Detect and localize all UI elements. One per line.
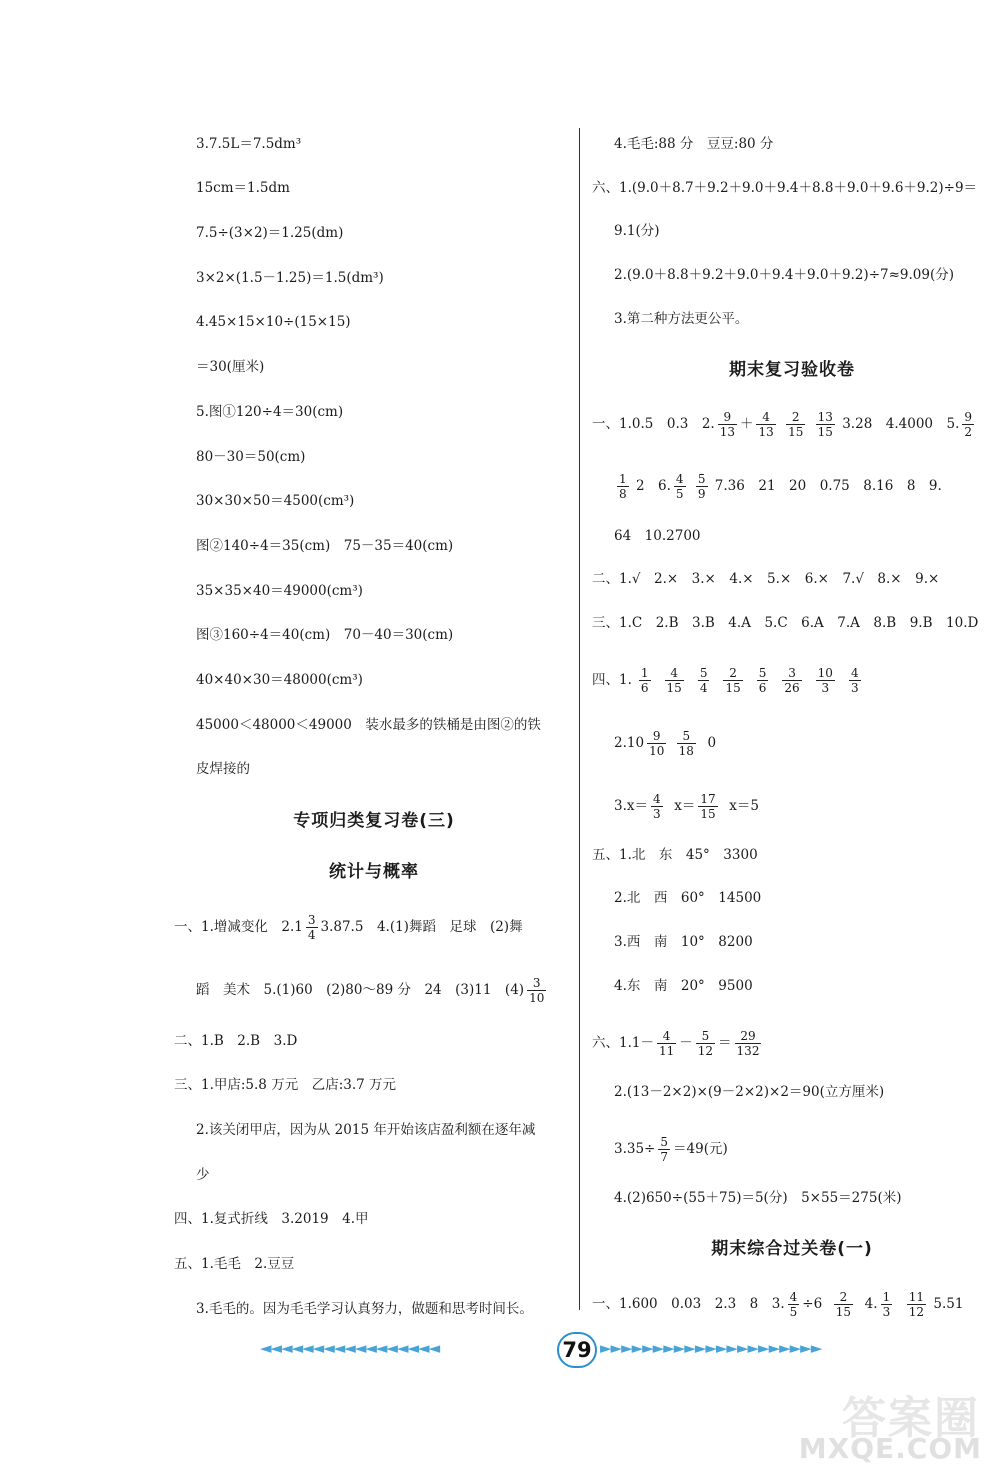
answer-line: 9.1(分) (614, 223, 660, 239)
watermark-url: MXQE.COM (798, 1432, 982, 1465)
fraction: $\frac{3}{26}$ (784, 666, 800, 695)
answer-line: 3.西 南 10° 8200 (614, 934, 753, 950)
answer-line (592, 666, 868, 695)
answer-text: 3.x＝ (614, 798, 648, 814)
page-footer (260, 1332, 900, 1364)
answer-line: 图②140÷4＝35(cm) 75－35＝40(cm) (196, 538, 454, 554)
answer-line: 4.东 南 20° 9500 (614, 978, 753, 994)
answer-line: 45000＜48000＜49000 装水最多的铁桶是由图②的铁 (196, 717, 541, 733)
answer-line: 4.毛毛:88 分 豆豆:80 分 (614, 136, 774, 152)
answer-line: 5.图①120÷4＝30(cm) (196, 404, 344, 420)
answer-line: 五、1.毛毛 2.豆豆 (174, 1256, 295, 1272)
answer-text: 3.28 4.4000 5. (842, 416, 960, 432)
answer-text: 2.10 (614, 735, 645, 751)
watermark (798, 1382, 988, 1470)
answer-text: 4. (864, 1296, 878, 1312)
answer-line: 3.毛毛的。因为毛毛学习认真努力，做题和思考时间长。 (196, 1301, 533, 1317)
answer-text: 一、1.增减变化 2.1 (174, 919, 303, 935)
fraction: $\frac{4}{5}$ (789, 1290, 798, 1319)
answer-text: 3.35÷ (614, 1141, 656, 1157)
answer-text: ÷6 (802, 1296, 823, 1312)
answer-line (614, 729, 716, 758)
fraction: $\frac{3}{4}$ (307, 913, 316, 942)
fraction: $\frac{4}{5}$ (675, 472, 684, 501)
answer-line: 三、1.甲店:5.8 万元 乙店:3.7 万元 (174, 1077, 396, 1093)
answer-text: 5.51 (933, 1296, 964, 1312)
answer-text: x＝5 (729, 798, 759, 814)
fraction: $\frac{11}{12}$ (908, 1290, 925, 1319)
fraction: $\frac{4}{3}$ (653, 792, 661, 821)
answer-text: ＝49(元) (673, 1141, 728, 1157)
fraction: $\frac{2}{15}$ (788, 410, 804, 439)
answer-line: 二、1.B 2.B 3.D (174, 1033, 298, 1049)
fraction: $\frac{5}{4}$ (699, 666, 708, 695)
answer-text: 2 6. (635, 478, 671, 494)
answer-text: 六、1.1－ (592, 1035, 654, 1051)
answer-line (592, 1290, 963, 1319)
page-number: 79 (557, 1332, 597, 1368)
fraction: $\frac{29}{132}$ (736, 1029, 760, 1058)
section-heading: 期末复习验收卷 (729, 360, 855, 380)
fraction: $\frac{3}{10}$ (529, 976, 545, 1005)
answer-line (196, 976, 549, 1005)
answer-line: 3×2×(1.5－1.25)＝1.5(dm³) (196, 270, 384, 286)
answer-line: 64 10.2700 (614, 528, 701, 544)
answer-line (174, 913, 523, 942)
answer-line (614, 792, 759, 821)
fraction: $\frac{13}{15}$ (817, 410, 833, 439)
section-heading: 专项归类复习卷(三) (293, 811, 455, 831)
operator: － (679, 1035, 693, 1051)
answer-line: 3.第二种方法更公平。 (614, 311, 749, 327)
fraction: $\frac{5}{12}$ (697, 1029, 714, 1058)
answer-line: 40×40×30＝48000(cm³) (196, 672, 363, 688)
answer-line: 7.5÷(3×2)＝1.25(dm) (196, 225, 344, 241)
fraction: $\frac{17}{15}$ (700, 792, 716, 821)
answer-line: 2.该关闭甲店，因为从 2015 年开始该店盈利额在逐年减 (196, 1122, 536, 1138)
answer-line (592, 1029, 764, 1058)
operator: ＋ (739, 416, 754, 432)
operator: ＝ (718, 1035, 732, 1051)
fraction-list (632, 666, 868, 695)
answer-line: 四、1.复式折线 3.2019 4.甲 (174, 1211, 369, 1227)
answer-text: 四、1. (592, 672, 632, 688)
answer-text: 蹈 美术 5.(1)60 (2)80～89 分 24 (3)11 (4) (196, 982, 525, 998)
answer-line: 35×35×40＝49000(cm³) (196, 583, 363, 599)
arrow-decoration-right: ►►►►►►►►►►►►►►►►►►►►► (600, 1339, 822, 1357)
fraction: $\frac{1}{8}$ (619, 472, 627, 501)
answer-line: 少 (196, 1167, 210, 1183)
answer-text: 0 (707, 735, 717, 751)
fraction: $\frac{2}{15}$ (835, 1290, 852, 1319)
answer-line: 2.(13－2×2)×(9－2×2)×2＝90(立方厘米) (614, 1084, 885, 1100)
answer-line: 3.7.5L＝7.5dm³ (196, 136, 302, 152)
fraction: $\frac{9}{2}$ (964, 410, 973, 439)
answer-line: 三、1.C 2.B 3.B 4.A 5.C 6.A 7.A 8.B 9.B 10.D (592, 615, 979, 631)
section-subheading: 统计与概率 (329, 862, 419, 882)
fraction: $\frac{4}{13}$ (758, 410, 774, 439)
answer-line: 2.(9.0＋8.8＋9.2＋9.0＋9.4＋9.0＋9.2)÷7≈9.09(分) (614, 267, 955, 283)
answer-line (592, 410, 977, 439)
fraction: $\frac{10}{3}$ (817, 666, 833, 695)
fraction: $\frac{5}{7}$ (660, 1135, 669, 1164)
answer-line: 五、1.北 东 45° 3300 (592, 847, 758, 863)
answer-line: 15cm＝1.5dm (196, 180, 290, 196)
fraction: $\frac{4}{15}$ (666, 666, 682, 695)
answer-line: 80－30＝50(cm) (196, 449, 306, 465)
fraction: $\frac{5}{18}$ (678, 729, 694, 758)
fraction: $\frac{5}{6}$ (758, 666, 767, 695)
fraction: $\frac{4}{11}$ (658, 1029, 675, 1058)
answer-text: x＝ (674, 798, 696, 814)
arrow-decoration-left: ◄◄◄◄◄◄◄◄◄◄◄◄◄◄◄◄◄ (260, 1339, 440, 1357)
answer-line: 图③160÷4＝40(cm) 70－40＝30(cm) (196, 627, 454, 643)
fraction: $\frac{1}{6}$ (640, 666, 649, 695)
section-heading: 期末综合过关卷(一) (711, 1239, 873, 1259)
watermark-logo: 答案圈 (842, 1393, 980, 1444)
fraction: $\frac{2}{15}$ (725, 666, 741, 695)
fraction: $\frac{9}{10}$ (649, 729, 665, 758)
answer-line: 4.(2)650÷(55＋75)＝5(分) 5×55＝275(米) (614, 1190, 902, 1206)
answer-line: 二、1.√ 2.× 3.× 4.× 5.× 6.× 7.√ 8.× 9.× (592, 571, 940, 587)
answer-text: 3.87.5 4.(1)舞蹈 足球 (2)舞 (320, 919, 523, 935)
answer-line: 皮焊接的 (196, 761, 250, 777)
column-divider (579, 128, 580, 1310)
fraction: $\frac{9}{13}$ (719, 410, 735, 439)
fraction: $\frac{1}{3}$ (882, 1290, 891, 1319)
fraction: $\frac{5}{9}$ (697, 472, 706, 501)
answer-line: 2.北 西 60° 14500 (614, 890, 762, 906)
answer-line (614, 472, 942, 501)
answer-text: 7.36 21 20 0.75 8.16 8 9. (714, 478, 942, 494)
answer-line: ＝30(厘米) (196, 359, 265, 375)
answer-line: 30×30×50＝4500(cm³) (196, 493, 355, 509)
fraction: $\frac{4}{3}$ (850, 666, 859, 695)
answer-text: 一、1.0.5 0.3 2. (592, 416, 715, 432)
answer-line (614, 1135, 728, 1164)
answer-line: 4.45×15×10÷(15×15) (196, 314, 351, 330)
answer-text: 一、1.600 0.03 2.3 8 3. (592, 1296, 785, 1312)
answer-line: 六、1.(9.0＋8.7＋9.2＋9.0＋9.4＋8.8＋9.0＋9.6＋9.2)÷9＝ (592, 180, 978, 196)
